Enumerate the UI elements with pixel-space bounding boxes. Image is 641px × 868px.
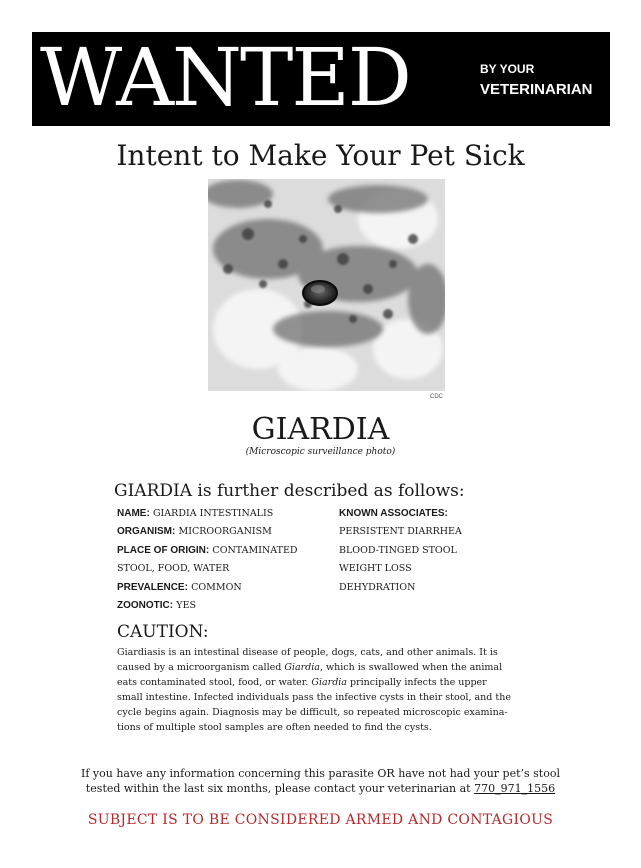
detail-origin-continued: [117, 560, 337, 578]
associate-item-text: DEHYDRATION: [339, 581, 416, 593]
microscope-photo: [208, 179, 445, 391]
detail-zoonotic-label: ZOONOTIC:: [117, 599, 174, 611]
description-heading: GIARDIA is further described as follows:: [114, 481, 465, 501]
contact-line: If you have any information concerning this parasite OR have not had your pet’s stool: [80, 767, 560, 780]
detail-origin: [117, 542, 337, 560]
associate-item-text: PERSISTENT DIARRHEA: [339, 526, 462, 538]
banner-title: WANTED: [40, 31, 410, 124]
detail-origin-value-continued: STOOL, FOOD, WATER: [117, 563, 230, 575]
phone-number: 770_971_1556: [474, 782, 556, 795]
caution-line-text: caused by a microorganism called: [117, 662, 285, 673]
detail-zoonotic: [117, 597, 337, 615]
caution-italic-term: Giardia: [311, 677, 347, 688]
contact-line: [0, 781, 641, 796]
photo-caption: (Microscopic surveillance photo): [245, 447, 396, 457]
associate-item: [339, 579, 559, 597]
associate-item-text: WEIGHT LOSS: [339, 563, 412, 575]
caution-paragraph: [117, 645, 562, 735]
detail-prevalence-value: COMMON: [191, 581, 242, 593]
detail-prevalence: [117, 579, 337, 597]
associate-item: [339, 523, 559, 541]
detail-prevalence-label: PREVALENCE:: [117, 581, 188, 593]
caution-line: Giardiasis is an intestinal disease of people, dogs, cats, and other animals. It is: [117, 647, 498, 658]
detail-name-value: GIARDIA INTESTINALIS: [152, 508, 274, 519]
associates-label: KNOWN ASSOCIATES:: [339, 508, 448, 519]
warning-text: SUBJECT IS TO BE CONSIDERED ARMED AND CONTAGIOUS: [87, 812, 554, 828]
detail-origin-value: CONTAMINATED: [212, 544, 298, 556]
caution-line-text: eats contaminated stool, food, or water.: [117, 677, 312, 688]
caution-line: cycle begins again. Diagnosis may be difficult, so repeated microscopic examina-: [117, 707, 508, 718]
contact-line-text: tested within the last six months, please contact your veterinarian at: [85, 782, 471, 795]
associate-item-text: BLOOD-TINGED STOOL: [339, 544, 457, 556]
associates-heading: [339, 505, 559, 523]
contact-notice: [0, 766, 641, 796]
detail-organism-label: ORGANISM:: [117, 526, 176, 538]
detail-name: [117, 505, 337, 523]
caution-line: [117, 660, 562, 675]
detail-organism: [117, 523, 337, 541]
suspect-name: GIARDIA: [251, 412, 390, 447]
detail-zoonotic-value: YES: [176, 599, 197, 611]
associate-item: [339, 542, 559, 560]
caution-heading: CAUTION:: [117, 622, 209, 642]
caution-line: small intestine. Infected individuals pass the infective cysts in their stool, and the: [117, 692, 511, 703]
details-right-column: [339, 505, 559, 597]
caution-line: [117, 675, 562, 690]
banner-by-line: BY YOUR: [480, 62, 535, 76]
detail-name-label: NAME:: [117, 508, 150, 519]
caution-line-text: principally infects the upper: [346, 677, 487, 688]
details-left-column: [117, 505, 337, 615]
wanted-banner: [32, 32, 610, 126]
caution-line: tions of multiple stool samples are often needed to find the cysts.: [117, 722, 432, 733]
associate-item: [339, 560, 559, 578]
photo-credit: CDC: [430, 394, 443, 400]
caution-line-text: , which is swallowed when the animal: [319, 662, 503, 673]
detail-organism-value: MICROORGANISM: [178, 526, 272, 538]
detail-origin-label: PLACE OF ORIGIN:: [117, 544, 210, 556]
caution-italic-term: Giardia: [284, 662, 320, 673]
banner-by-who: VETERINARIAN: [480, 81, 593, 98]
poster-subtitle: Intent to Make Your Pet Sick: [116, 139, 525, 172]
